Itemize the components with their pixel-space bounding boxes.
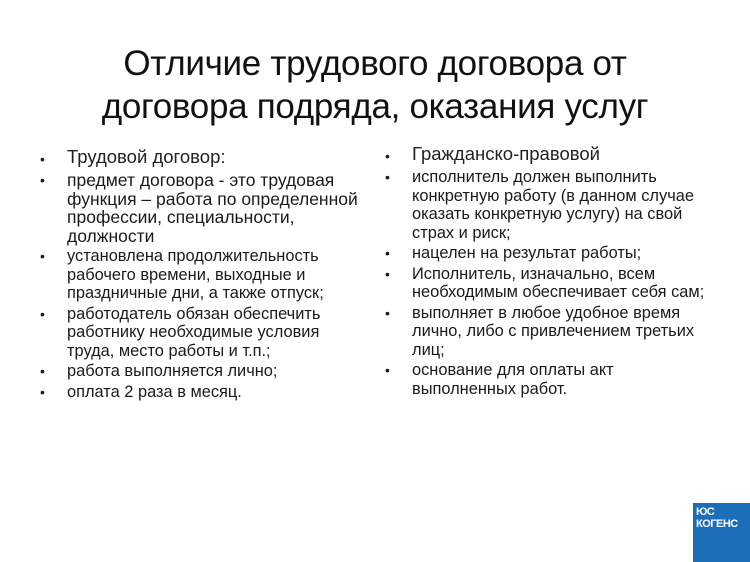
left-column-heading: • Трудовой договор: — [36, 146, 366, 168]
bullet-icon: • — [40, 172, 45, 188]
right-column-heading: • Гражданско-правовой — [381, 143, 721, 165]
bullet-icon: • — [385, 362, 390, 378]
logo-line-1: ЮС — [696, 506, 715, 518]
bullet-icon: • — [40, 248, 45, 264]
left-column-labor-contract — [36, 146, 366, 403]
list-item: • работодатель обязан обеспечить работнику необходимые условия труда, место работы и т.п.; — [40, 304, 321, 360]
bullet-icon: • — [40, 151, 45, 167]
bullet-icon: • — [385, 148, 390, 164]
slide-title-line-2: договора подряда, оказания услуг — [101, 87, 649, 126]
bullet-icon: • — [40, 363, 45, 379]
slide-title-line-1: Отличие трудового договора от — [123, 44, 627, 83]
bullet-icon: • — [385, 265, 390, 282]
list-item: • установлена продолжительность рабочего времени, выходные и праздничные дни, а также отпуск; — [40, 247, 324, 302]
list-item: • выполняет в любое удобное время лично, либо с привлечением третьих лиц; — [385, 303, 695, 359]
list-item: • нацелен на результат работы; — [385, 244, 642, 262]
list-item: • предмет договора - это трудовая функция – работа по определенной профессии, специальности, должности — [40, 170, 358, 246]
list-item: • Исполнитель, изначально, всем необходимым обеспечивает себя сам; — [385, 264, 705, 301]
logo-line-2: КОГЕНС — [696, 518, 738, 530]
slide-title — [0, 42, 750, 128]
jus-cogens-logo — [693, 503, 750, 562]
bullet-icon: • — [385, 245, 390, 261]
list-item: • исполнитель должен выполнить конкретную работу (в данном случае оказать конкретную услугу) на свой страх и риск; — [385, 168, 694, 242]
bullet-icon: • — [40, 305, 45, 322]
list-item: • основание для оплаты акт выполненных работ. — [385, 361, 614, 398]
list-item: • работа выполняется лично; — [40, 362, 278, 380]
bullet-icon: • — [385, 304, 390, 321]
list-item: • оплата 2 раза в месяц. — [40, 382, 242, 401]
bullet-icon: • — [385, 169, 390, 185]
bullet-icon: • — [40, 383, 45, 400]
right-column-civil-contract — [381, 143, 721, 400]
